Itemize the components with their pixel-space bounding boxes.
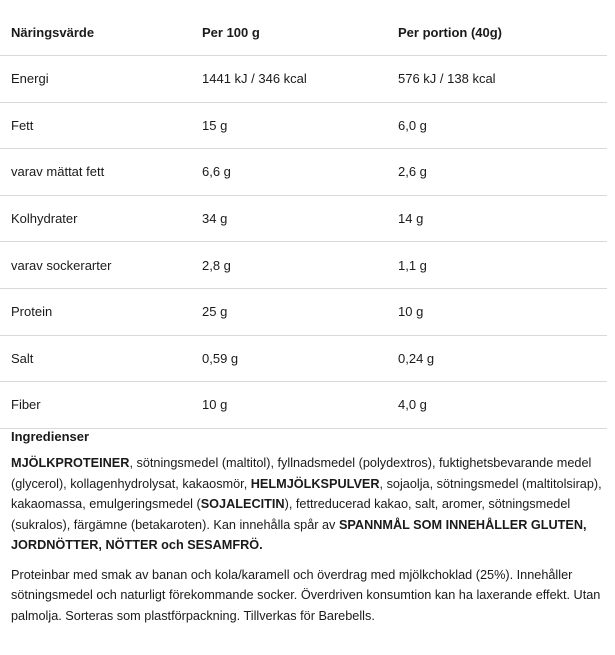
value-per-portion: 1,1 g	[398, 257, 427, 273]
value-per-portion: 576 kJ / 138 kcal	[398, 71, 496, 87]
table-row	[0, 289, 607, 336]
nutrient-name: Fiber	[11, 397, 41, 413]
ingredient-text: , sötningsmedel (maltitol), fyllnadsmedel (polydextros), fuktighetsbevarande medel (glycerol), kollagenhydrolysat, kakaosmör,	[11, 456, 592, 491]
value-per-100g: 0,59 g	[202, 350, 239, 366]
nutrient-name: Fett	[11, 117, 34, 133]
table-row	[0, 382, 607, 429]
value-per-100g: 10 g	[202, 397, 228, 413]
value-per-100g: 25 g	[202, 304, 228, 320]
value-per-portion: 10 g	[398, 304, 424, 320]
table-row	[0, 56, 607, 103]
ingredient-text: ), fettreducerad kakao, salt, aromer, sötningsmedel (sukralos), färgämne (betakaroten). Kan innehålla spår av	[11, 497, 571, 532]
nutrient-name: Energi	[11, 71, 49, 87]
header-nutrition: Näringsvärde	[11, 25, 95, 40]
table-row	[0, 196, 607, 243]
allergen-text: SOJALECITIN	[200, 497, 285, 511]
ingredient-text: , sojaolja, sötningsmedel (maltitolsirap), kakaomassa, emulgeringsmedel (	[11, 476, 602, 511]
nutrient-name: Protein	[11, 304, 53, 320]
nutrient-name: varav mättat fett	[11, 164, 105, 180]
value-per-100g: 15 g	[202, 117, 228, 133]
nutrient-name: Salt	[11, 350, 34, 366]
value-per-100g: 34 g	[202, 211, 228, 227]
allergen-text: SPANNMÅL SOM INNEHÅLLER GLUTEN, JORDNÖTTER, NÖTTER och SESAMFRÖ.	[11, 517, 587, 552]
value-per-portion: 0,24 g	[398, 350, 435, 366]
nutrient-name: varav sockerarter	[11, 257, 112, 273]
table-row	[0, 242, 607, 289]
value-per-portion: 4,0 g	[398, 397, 427, 413]
value-per-100g: 6,6 g	[202, 164, 231, 180]
table-row	[0, 103, 607, 150]
nutrition-table	[0, 10, 607, 429]
table-header-row	[0, 10, 607, 56]
value-per-portion: 14 g	[398, 211, 424, 227]
header-per-100g: Per 100 g	[202, 25, 260, 40]
value-per-100g: 1441 kJ / 346 kcal	[202, 71, 307, 87]
value-per-portion: 2,6 g	[398, 164, 427, 180]
table-body	[0, 56, 607, 429]
table-row	[0, 149, 607, 196]
ingredients-section	[11, 429, 607, 626]
allergen-text: MJÖLKPROTEINER	[11, 456, 130, 470]
value-per-100g: 2,8 g	[202, 257, 231, 273]
table-row	[0, 336, 607, 383]
ingredients-text	[11, 453, 607, 556]
allergen-text: HELMJÖLKSPULVER	[250, 476, 380, 491]
product-description: Proteinbar med smak av banan och kola/karamell och överdrag med mjölkchoklad (25%). Innehåller sötningsmedel och naturligt förekommande socker. Överdriven konsumtion kan ha laxerande effekt. Utan palmolja. Sorteras som plastförpackning. Tillverkas för Barebells.	[11, 567, 601, 623]
ingredients-title: Ingredienser	[11, 429, 90, 444]
header-per-portion: Per portion (40g)	[398, 25, 503, 40]
nutrient-name: Kolhydrater	[11, 211, 78, 227]
value-per-portion: 6,0 g	[398, 117, 427, 133]
